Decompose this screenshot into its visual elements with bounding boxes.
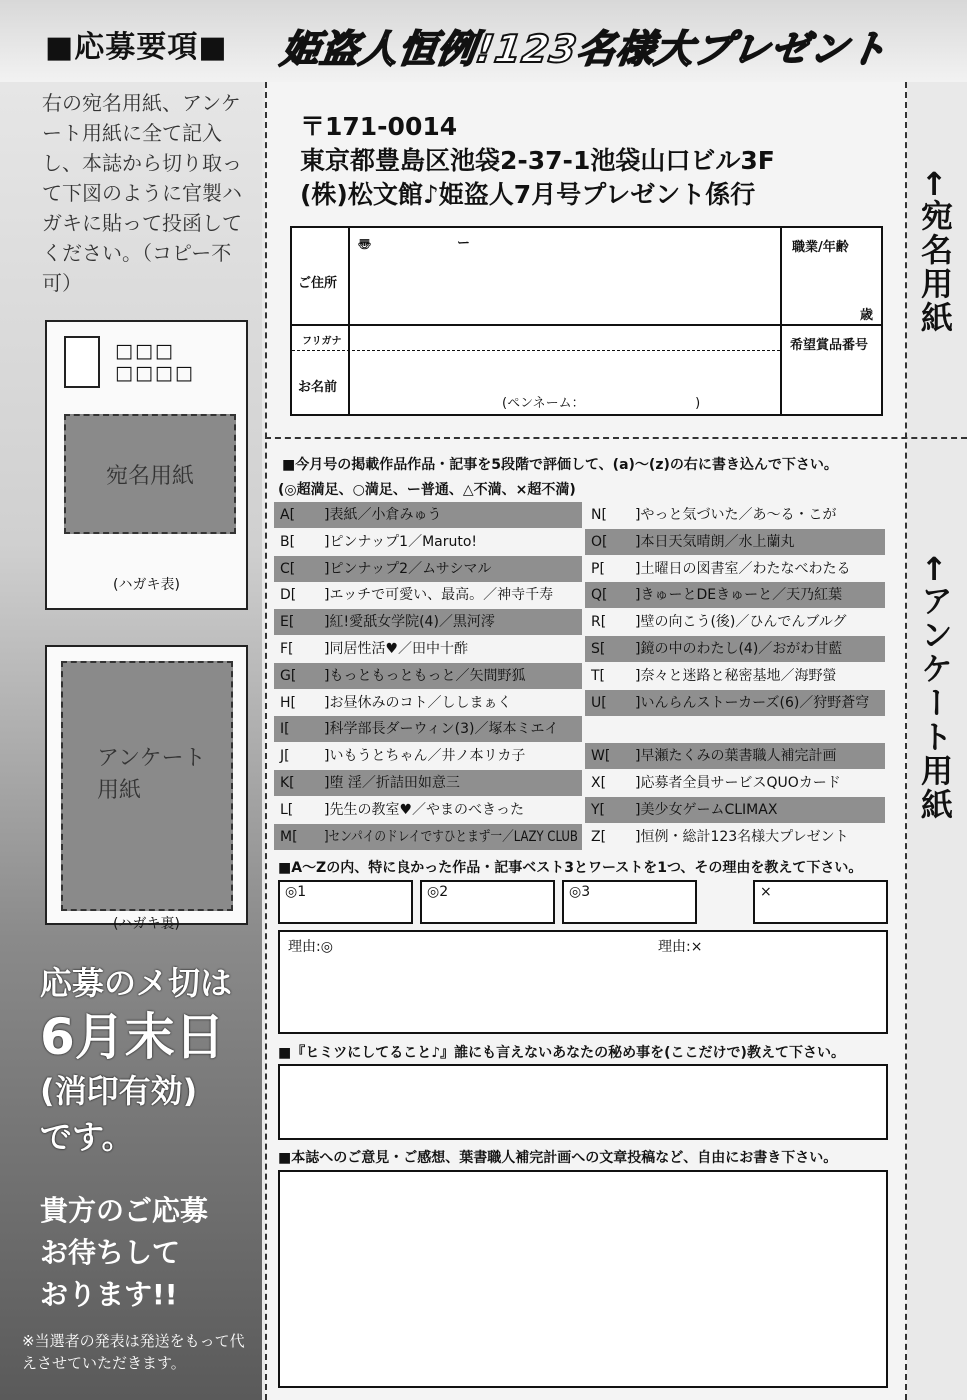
address-sheet-placeholder: 宛名用紙 [64,414,236,534]
rating-key: P[ [591,560,605,577]
rating-item[interactable] [585,556,885,582]
rating-item[interactable] [274,743,582,769]
rating-title: ]応募者全員サービスQUOカード [635,775,841,791]
rating-key: I[ [280,721,290,738]
rating-title: ]同居性活♥／田中十酢 [324,641,469,657]
rating-item[interactable] [585,743,885,769]
rating-item[interactable] [274,770,582,796]
stamp-icon [64,336,100,388]
best-1-field[interactable]: ◎1 [278,880,413,924]
rating-key [591,716,635,742]
rating-item[interactable] [585,824,885,850]
rating-item[interactable] [585,663,885,689]
rating-title: ]科学部長ダーウィン(3)／塚本ミエイ [324,721,559,738]
opinion-question: ■本誌へのご意見・ご感想、葉書職人補完計画への文章投稿など、自由にお書き下さい。 [278,1150,838,1166]
rating-item[interactable] [585,770,885,796]
rating-item[interactable] [274,663,582,689]
rating-title: ]鏡の中のわたし(4)／おがわ甘藍 [635,641,843,657]
reason-best-label: 理由:◎ [288,939,333,955]
rating-title: ]表紙／小倉みゅう [324,507,442,523]
rating-title: ]先生の教室♥／やまのべきった [324,801,525,818]
rating-item[interactable] [274,636,582,662]
rating-item[interactable] [274,582,582,608]
mailing-address [300,110,775,212]
rating-legend: (◎超満足、○満足、ー普通、△不満、×超不満) [278,482,576,498]
prize-number-field[interactable] [782,352,879,414]
zip-boxes: □□□ □□□□ [115,340,195,384]
rating-key: R[ [591,614,607,631]
name-label: お名前 [298,380,338,395]
prize-number-label: 希望賞品番号 [790,338,869,353]
rating-title: ]いもうとちゃん／井ノ本リカ子 [324,748,526,765]
rating-key: W[ [591,748,611,765]
rating-item[interactable] [585,582,885,608]
rating-key: N[ [591,507,607,523]
survey-sheet-label: ←アンケート用紙 [916,555,954,822]
rating-title: ]早瀬たくみの葉書職人補完計画 [635,748,837,765]
zip-dash: ー [457,236,471,251]
rating-key: D[ [280,587,297,604]
worst-field[interactable]: × [753,880,888,924]
rating-item[interactable] [274,797,582,823]
rating-title: ]ピンナップ2／ムサシマル [324,560,492,577]
rating-key: F[ [280,641,294,657]
rating-key: A[ [280,507,296,523]
rating-title: ]ピンナップ1／Maruto! [324,533,478,550]
rating-title: ]エッチで可愛い、最高。／神寺千寿 [324,587,554,604]
instructions-text: 右の宛名用紙、アンケート用紙に全て記入し、本誌から切り取って下図のように官製ハガキに貼って投函してください。（コピー不可） [42,91,242,295]
label: アンケート [97,746,206,771]
postcard-front-diagram [45,320,248,610]
secret-question: ■『ヒミツにしてること♪』誰にも言えないあなたの秘め事を(ここだけで)教えて下さい。 [278,1045,845,1061]
rating-title: ]奈々と迷路と秘密基地／海野螢 [635,667,837,684]
rating-item[interactable] [585,636,885,662]
rating-item[interactable] [274,609,582,635]
rating-item[interactable] [585,502,885,528]
best-3-field[interactable]: ◎3 [562,880,697,924]
rating-key: G[ [280,667,297,684]
closing-line: お待ちして [40,1236,181,1269]
rating-item[interactable] [585,609,885,635]
card-caption: (ハガキ裏) [113,916,180,932]
rating-item[interactable] [274,529,582,555]
reason-worst-label: 理由:× [658,939,703,955]
rating-title: ]壁の向こう(後)／ひんでんブルグ [635,614,847,631]
rating-title: ]紅!愛舐女学院(4)／黒河澪 [324,614,495,631]
rating-key: U[ [591,694,607,711]
deadline-line: です。 [40,1118,134,1156]
section-title: ■応募要項■ [45,30,228,65]
rating-key: T[ [591,667,606,684]
rating-key: J[ [280,748,290,765]
postcard-back-diagram [45,645,248,932]
rating-title: ]本日天気晴朗／水上蘭丸 [635,533,795,550]
rating-key: K[ [280,775,295,791]
rating-title: ]恒例・総計123名様大プレゼント [635,828,849,845]
rating-key: E[ [280,614,295,631]
rating-title: ]お昼休みのコト／ししまぁく [324,694,512,711]
label: 用紙 [97,778,142,803]
rating-key: X[ [591,775,607,791]
rating-title: ]センパイのドレイですひとまず一／LAZY CLUB [324,828,578,845]
cut-line [265,437,967,439]
rating-title: ]いんらんストーカーズ(6)／狩野蒼穹 [635,694,870,711]
zip-code: 〒171-0014 [300,112,458,141]
rating-key: C[ [280,560,296,577]
rating-title: ]もっともっともっと／矢間野狐 [324,667,526,684]
deadline-line: (消印有効) [40,1072,198,1110]
rating-key: H[ [280,694,296,711]
age-unit: 歳 [860,308,874,323]
rating-key: M[ [280,828,298,845]
closing-message [40,1190,208,1316]
rating-title: ]土曜日の図書室／わたなべわたる [635,560,851,577]
deadline-date: 6月末日 [40,1008,225,1066]
address-label: ご住所 [298,276,338,291]
closing-line: おります!! [40,1278,178,1311]
address-form-table [290,226,883,416]
page-title: 姫盗人恒例!123名様大プレゼント [278,27,891,71]
rating-key: Y[ [591,801,606,818]
rating-title: ]堕 淫／折詰田如意三 [324,775,460,791]
rating-key: B[ [280,533,296,550]
closing-line: 貴方のご応募 [40,1194,209,1227]
best-question: ■A〜Zの内、特に良かった作品・記事ベスト3とワーストを1つ、その理由を教えて下さい。 [278,860,863,876]
job-age-label: 職業/年齢 [792,240,849,255]
rating-title: ]きゅーとDEきゅーと／天乃紅葉 [635,587,843,604]
rating-instruction: ■今月号の掲載作品作品・記事を5段階で評価して、(a)〜(z)の右に書き込んで下さい。 [282,457,838,473]
address-field[interactable] [350,228,778,322]
rating-key: L[ [280,801,294,818]
survey-sheet-placeholder [61,661,233,911]
recipient-line: (株)松文館♪姫盗人7月号プレゼント係行 [300,180,756,209]
rating-item[interactable] [274,824,582,850]
rating-title: ]やっと気づいた／あ〜る・こが [635,507,837,523]
best-2-field[interactable]: ◎2 [420,880,555,924]
penname-label: (ペンネーム： ) [502,396,701,411]
address-sheet-label: ←宛名用紙 [916,170,954,335]
card-caption: (ハガキ表) [113,577,180,593]
rating-item[interactable] [585,716,885,742]
opinion-field[interactable] [278,1170,888,1388]
deadline-line: 応募のメ切は [40,964,233,1002]
deadline-notice [40,960,232,1160]
rating-item[interactable] [585,797,885,823]
rating-item[interactable] [274,690,582,716]
rating-item[interactable] [585,529,885,555]
address-line: 東京都豊島区池袋2-37-1池袋山口ビル3F [300,146,775,175]
rating-item[interactable] [274,556,582,582]
rating-item[interactable] [274,716,582,742]
rating-item[interactable] [274,502,582,528]
rating-key: Q[ [591,587,608,604]
footnote: ※当選者の発表は発送をもって代えさせていただきます。 [22,1332,245,1372]
rating-item[interactable] [585,690,885,716]
rating-key: Z[ [591,828,607,845]
zip-mark: 〠 [358,238,372,253]
header [0,0,967,82]
rating-title: ]美少女ゲームCLIMAX [635,801,778,818]
secret-field[interactable] [278,1064,888,1140]
reason-field[interactable] [278,930,888,1034]
furigana-label: フリガナ [302,336,342,347]
rating-key: O[ [591,533,608,550]
rating-key: S[ [591,641,606,657]
